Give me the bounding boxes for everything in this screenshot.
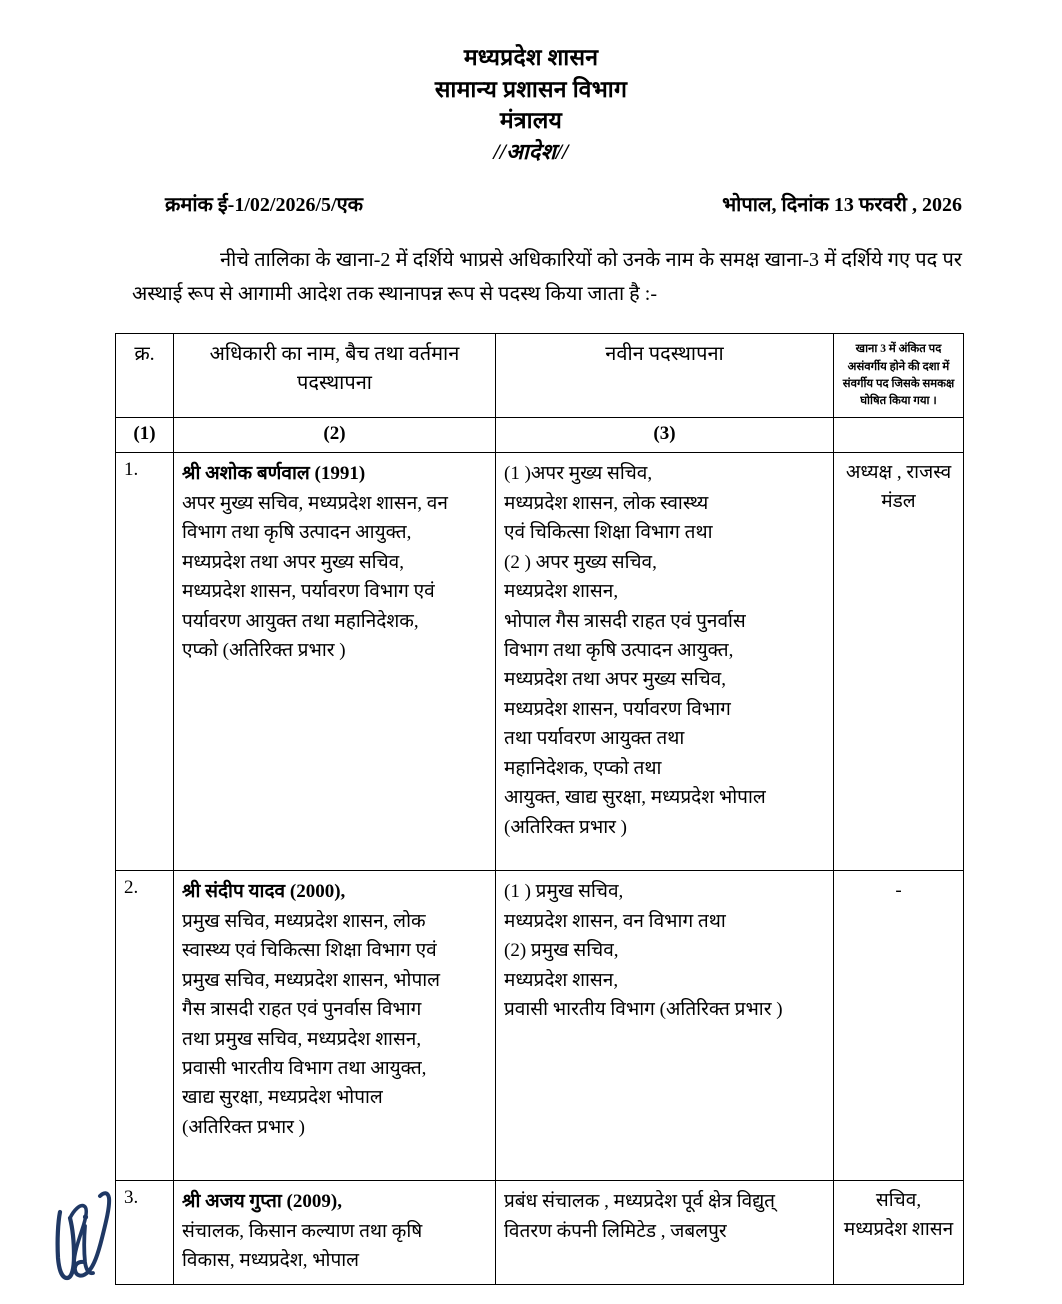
current-posting-line: गैस त्रासदी राहत एवं पुनर्वास विभाग bbox=[182, 999, 422, 1021]
new-posting-line: प्रबंध संचालक , मध्यप्रदेश पूर्व क्षेत्र विद्युत् bbox=[504, 1191, 775, 1213]
current-posting-line: मध्यप्रदेश तथा अपर मुख्य सचिव, bbox=[182, 551, 404, 573]
place-and-date: भोपाल, दिनांक 13 फरवरी , 2026 bbox=[722, 193, 962, 216]
intro-paragraph bbox=[132, 243, 962, 312]
column-number-3: (3) bbox=[496, 418, 834, 453]
row-officer-and-current-posting bbox=[174, 453, 496, 871]
row-serial: 1. bbox=[116, 453, 174, 871]
current-posting-line: प्रमुख सचिव, मध्यप्रदेश शासन, भोपाल bbox=[182, 969, 441, 991]
new-posting-line: आयुक्त, खाद्य सुरक्षा, मध्यप्रदेश भोपाल bbox=[504, 787, 766, 809]
row-new-posting bbox=[496, 1181, 834, 1284]
row-new-posting bbox=[496, 453, 834, 871]
new-posting-line: मध्यप्रदेश शासन, bbox=[504, 969, 619, 991]
row-equivalent-post bbox=[834, 453, 964, 871]
new-posting-line: भोपाल गैस त्रासदी राहत एवं पुनर्वास bbox=[504, 610, 746, 632]
column-header-officer-name: अधिकारी का नाम, बैच तथा वर्तमान पदस्थापना bbox=[174, 334, 496, 418]
document-header bbox=[0, 0, 1062, 168]
order-table bbox=[115, 333, 964, 1284]
new-posting-line: (अतिरिक्त प्रभार ) bbox=[504, 816, 627, 838]
intro-text: नीचे तालिका के खाना-2 में दर्शिये भाप्रसे अधिकारियों को उनके नाम के समक्ष खाना-3 में दर्शिये गए पद पर अस्थाई रूप से आगामी आदेश तक स्थानापन्न रूप से पदस्थ किया जाता है :- bbox=[132, 248, 962, 305]
new-posting-line: महानिदेशक, एप्को तथा bbox=[504, 757, 662, 779]
header-line-department: सामान्य प्रशासन विभाग bbox=[434, 76, 628, 102]
officer-name: श्री अजय गुप्ता (2009), bbox=[182, 1191, 342, 1213]
table-header bbox=[116, 334, 964, 453]
header-line-order: //आदेश// bbox=[493, 139, 569, 165]
current-posting-line: विकास, मध्यप्रदेश, भोपाल bbox=[182, 1250, 360, 1272]
current-posting-line: पर्यावरण आयुक्त तथा महानिदेशक, bbox=[182, 610, 419, 632]
current-posting-line: खाद्य सुरक्षा, मध्यप्रदेश भोपाल bbox=[182, 1087, 383, 1109]
current-posting-line: स्वास्थ्य एवं चिकित्सा शिक्षा विभाग एवं bbox=[182, 940, 437, 962]
order-table-wrapper bbox=[0, 333, 1062, 1284]
new-posting-line: मध्यप्रदेश शासन, लोक स्वास्थ्य bbox=[504, 492, 709, 514]
table-body bbox=[116, 453, 964, 1284]
row-new-posting bbox=[496, 871, 834, 1181]
current-posting-line: एप्को (अतिरिक्त प्रभार ) bbox=[182, 639, 346, 661]
current-posting-line: प्रवासी भारतीय विभाग तथा आयुक्त, bbox=[182, 1057, 427, 1079]
row-equivalent-post bbox=[834, 1181, 964, 1284]
column-number-1: (1) bbox=[116, 418, 174, 453]
reference-row bbox=[0, 190, 1062, 217]
current-posting-line: संचालक, किसान कल्याण तथा कृषि bbox=[182, 1220, 423, 1242]
current-posting-line: (अतिरिक्त प्रभार ) bbox=[182, 1116, 305, 1138]
new-posting-line: वितरण कंपनी लिमिटेड , जबलपुर bbox=[504, 1220, 727, 1242]
table-column-number-row bbox=[116, 418, 964, 453]
equivalent-post-line: मध्यप्रदेश शासन bbox=[843, 1218, 954, 1240]
table-row bbox=[116, 453, 964, 871]
header-line-government: मध्यप्रदेश शासन bbox=[463, 45, 599, 70]
row-serial: 3. bbox=[116, 1181, 174, 1284]
officer-name: श्री संदीप यादव (2000), bbox=[182, 881, 346, 903]
new-posting-line: (2 ) अपर मुख्य सचिव, bbox=[504, 551, 657, 573]
column-header-new-posting: नवीन पदस्थापना bbox=[496, 334, 834, 418]
officer-name: श्री अशोक बर्णवाल (1991) bbox=[182, 463, 366, 485]
new-posting-line: विभाग तथा कृषि उत्पादन आयुक्त, bbox=[504, 639, 734, 661]
new-posting-line: मध्यप्रदेश तथा अपर मुख्य सचिव, bbox=[504, 669, 726, 691]
current-posting-line: प्रमुख सचिव, मध्यप्रदेश शासन, लोक bbox=[182, 910, 426, 932]
new-posting-line: (2) प्रमुख सचिव, bbox=[504, 940, 619, 962]
table-header-row bbox=[116, 334, 964, 418]
column-number-2: (2) bbox=[174, 418, 496, 453]
new-posting-line: (1 )अपर मुख्य सचिव, bbox=[504, 463, 653, 485]
row-serial: 2. bbox=[116, 871, 174, 1181]
current-posting-line: मध्यप्रदेश शासन, पर्यावरण विभाग एवं bbox=[182, 581, 435, 603]
equivalent-post-line: अध्यक्ष , bbox=[845, 462, 902, 484]
new-posting-line: मध्यप्रदेश शासन, bbox=[504, 581, 619, 603]
row-officer-and-current-posting bbox=[174, 871, 496, 1181]
current-posting-line: अपर मुख्य सचिव, मध्यप्रदेश शासन, वन bbox=[182, 492, 448, 514]
new-posting-line: तथा पर्यावरण आयुक्त तथा bbox=[504, 728, 685, 750]
equivalent-post-line: सचिव, bbox=[875, 1190, 922, 1212]
reference-number: क्रमांक ई-1/02/2026/5/एक bbox=[165, 193, 363, 216]
new-posting-line: मध्यप्रदेश शासन, वन विभाग तथा bbox=[504, 910, 726, 932]
new-posting-line: प्रवासी भारतीय विभाग (अतिरिक्त प्रभार ) bbox=[504, 999, 783, 1021]
header-line-mantralaya: मंत्रालय bbox=[499, 108, 563, 134]
equivalent-post-line: राजस्व मंडल bbox=[881, 462, 952, 512]
equivalent-post-line: - bbox=[895, 880, 902, 902]
column-number-4 bbox=[834, 418, 964, 453]
new-posting-line: (1 ) प्रमुख सचिव, bbox=[504, 881, 624, 903]
new-posting-line: मध्यप्रदेश शासन, पर्यावरण विभाग bbox=[504, 698, 731, 720]
row-officer-and-current-posting bbox=[174, 1181, 496, 1284]
row-equivalent-post bbox=[834, 871, 964, 1181]
column-header-equivalent-post-note: खाना 3 में अंकित पद असंवर्गीय होने की दशा में संवर्गीय पद जिसके समकक्ष घोषित किया गया । bbox=[834, 334, 964, 418]
table-row bbox=[116, 871, 964, 1181]
new-posting-line: एवं चिकित्सा शिक्षा विभाग तथा bbox=[504, 522, 713, 544]
column-header-serial: क्र. bbox=[116, 334, 174, 418]
current-posting-line: तथा प्रमुख सचिव, मध्यप्रदेश शासन, bbox=[182, 1028, 422, 1050]
table-row bbox=[116, 1181, 964, 1284]
current-posting-line: विभाग तथा कृषि उत्पादन आयुक्त, bbox=[182, 522, 412, 544]
